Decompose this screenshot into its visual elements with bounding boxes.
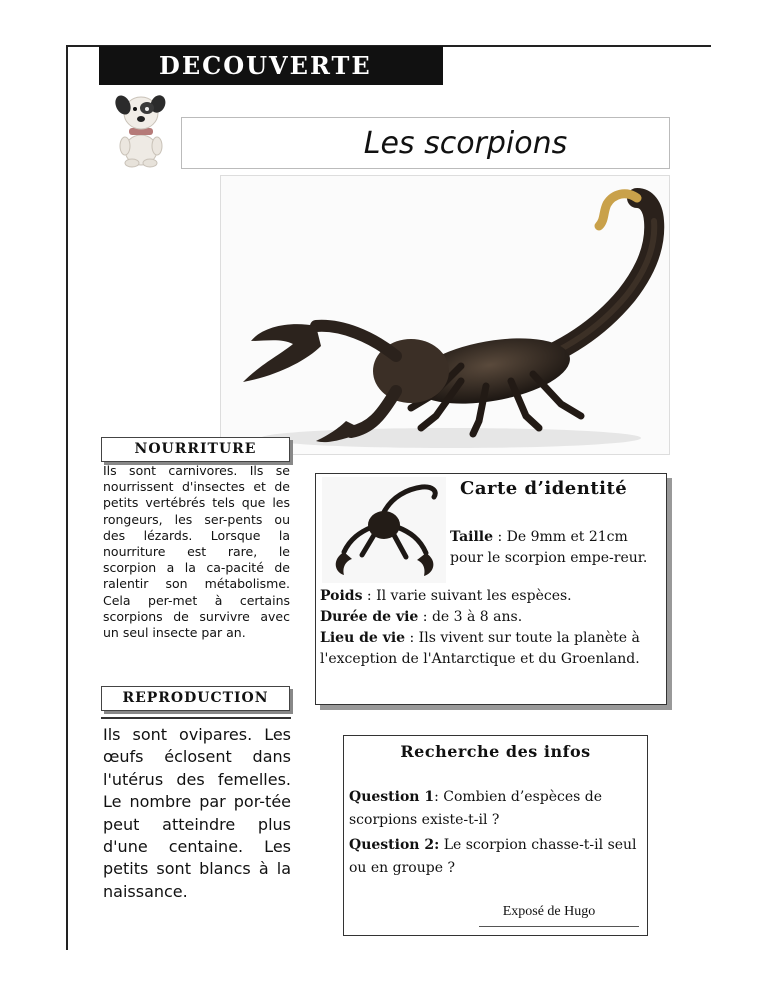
lifespan-label: Durée de vie [320,609,419,625]
question-2 [349,834,642,880]
author-underline [479,926,639,927]
identity-lifespan [320,607,664,628]
scorpion-thumbnail [322,477,446,583]
page-title: Les scorpions [181,117,670,169]
identity-size [450,527,656,569]
identity-card [315,473,667,705]
plush-dog-illustration [112,88,170,168]
habitat-value: : Ils vivent sur toute la planète à l'exception de l'Antarctique et du Groenland. [320,630,640,667]
reproduction-text: Ils sont ovipares. Les œufs éclosent dans l'utérus des femelles. Le nombre par por-tée peut atteindre plus d'une centaine. Les petits sont blancs à la naissance. [103,725,291,901]
question-1-label: Question 1 [349,789,435,805]
question-1 [349,786,642,832]
habitat-label: Lieu de vie [320,630,406,646]
nourriture-heading: NOURRITURE [101,437,290,462]
size-value: : De 9mm et 21cm pour le scorpion empe-reur. [450,529,648,566]
weight-label: Poids [320,588,363,604]
reproduction-heading: REPRODUCTION [101,686,290,711]
section-banner: DECOUVERTE [99,46,443,85]
scorpion-photo [220,175,670,455]
lifespan-value: : de 3 à 8 ans. [418,609,523,625]
research-box [343,735,648,936]
research-questions [349,786,642,880]
question-2-label: Question 2: [349,837,440,853]
identity-weight [320,586,664,607]
size-label: Taille [450,529,494,545]
question-2-text: Le scorpion chasse-t-il seul ou en groupe ? [349,837,637,876]
page-frame-left [66,45,68,950]
identity-card-title: Carte d’identité [460,478,628,499]
reproduction-divider [101,717,291,719]
question-1-text: : Combien d’espèces de scorpions existe-t-il ? [349,789,603,828]
author-credit: Exposé de Hugo [502,904,596,919]
nourriture-text: Ils sont carnivores. Ils se nourrissent d'insectes et de petits vertébrés tels que les rongeurs, les ser-pents ou des lézards. Lorsque la nourriture est rare, le scorpion a la ca-pacité de ralentir son métabolisme. Cela per-met à certains scorpions de survivre avec un seul insecte par an. [103,463,290,641]
weight-value: : Il varie suivant les espèces. [362,588,572,604]
identity-details [320,586,664,670]
identity-habitat [320,628,664,670]
research-title: Recherche des infos [400,742,591,761]
